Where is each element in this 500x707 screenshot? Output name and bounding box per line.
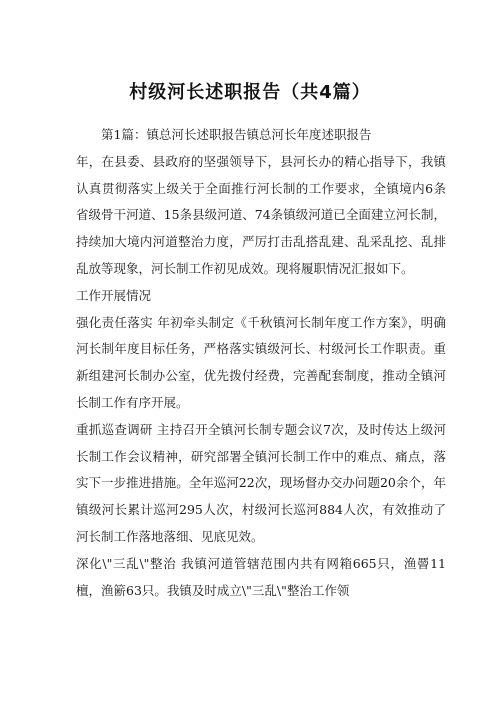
document-body: [76, 122, 446, 604]
paragraph-responsibility: 强化责任落实 年初牵头制定《千秋镇河长制年度工作方案》，明确河长制年度目标任务，严格落实镇级河长、村级河长工作职责。重新组建河长制办公室，优先拨付经费，完善配套制度，推动全镇河长制工作有序开展。: [76, 314, 446, 410]
paragraph-summary: 年，在县委、县政府的坚强领导下，县河长办的精心指导下，我镇认真贯彻落实上级关于全面推行河长制的工作要求，全镇境内6条省级骨干河道、15条县级河道、74条镇级河道已全面建立河长制，持续加大境内河道整治力度，严厉打击乱搭乱建、乱采乱挖、乱排乱放等现象，河长制工作初见成效。现将履职情况汇报如下。: [76, 153, 446, 276]
paragraph-intro-heading: 第1篇：镇总河长述职报告镇总河长年度述职报告: [101, 127, 372, 142]
paragraph-rectification: 深化\"三乱\"整治 我镇河道管辖范围内共有网箱665只，渔罾11檀，渔簖63只。我镇及时成立\"三乱\"整治工作领: [76, 555, 446, 598]
paragraph-inspection: 重抓巡查调研 主持召开全镇河长制专题会议7次，及时传达上级河长制工作会议精神，研究部署全镇河长制工作中的难点、痛点，落实下一步推进措施。全年巡河22次，现场督办交办问题20余个，年镇级河长累计巡河295人次，村级河长巡河884人次，有效推动了河长制工作落地落细、见底见效。: [76, 421, 446, 544]
section-heading: 工作开展情况: [76, 287, 152, 303]
document-title: 村级河长述职报告（共4篇）: [129, 82, 371, 103]
